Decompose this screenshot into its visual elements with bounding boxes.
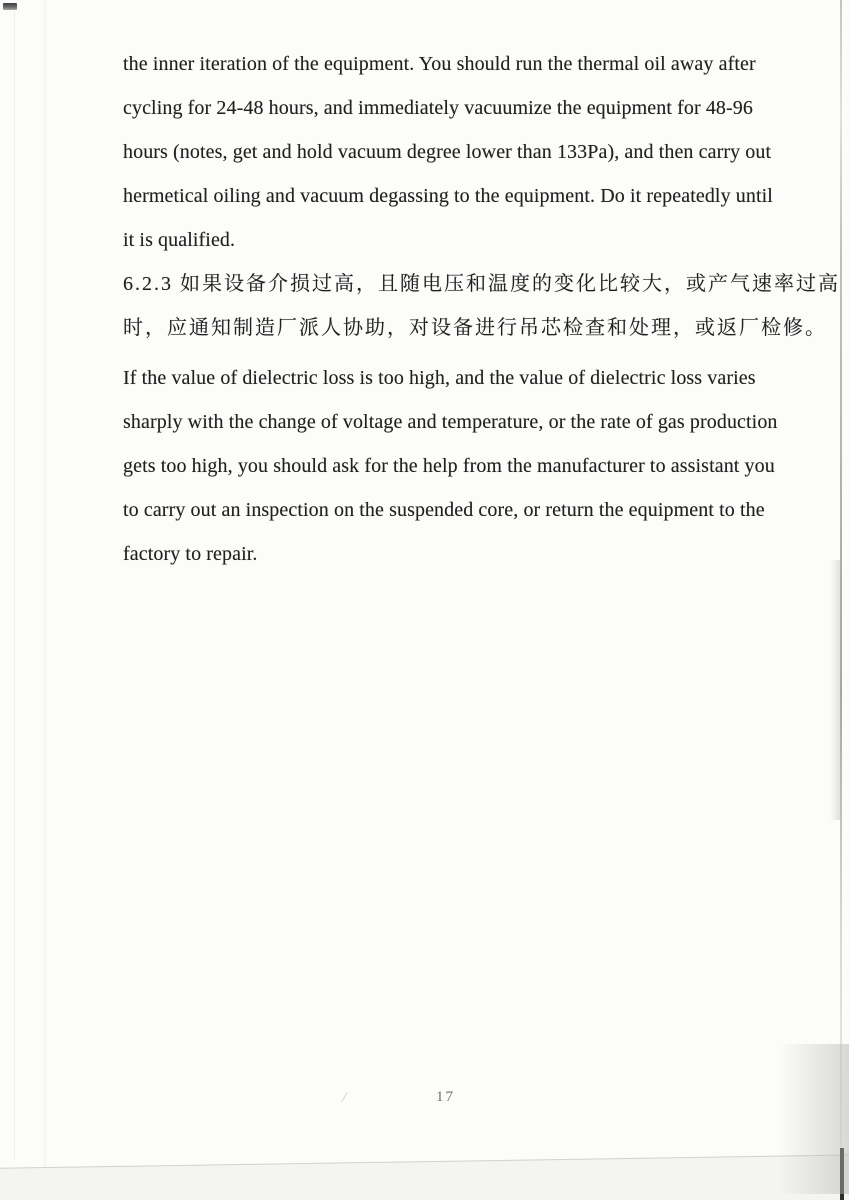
text-line: gets too high, you should ask for the help from the manufacturer to assistant you (123, 455, 775, 477)
scan-left-streak (44, 0, 46, 1180)
scan-right-edge-smudge (830, 560, 840, 820)
document-text-block (123, 42, 840, 576)
text-line-chinese: 6.2.3 如果设备介损过高，且随电压和温度的变化比较大，或产气速率过高 (123, 273, 840, 295)
text-line: it is qualified. (123, 229, 236, 251)
text-line: the inner iteration of the equipment. You should run the thermal oil away after (123, 53, 756, 75)
page-number: 17 (436, 1089, 455, 1105)
scan-bottom-right-shade (779, 1044, 849, 1194)
scan-right-edge-shadow (840, 0, 842, 1160)
text-line: sharply with the change of voltage and temperature, or the rate of gas production (123, 411, 778, 433)
footer-stray-mark: / (340, 1089, 348, 1107)
text-line: cycling for 24-48 hours, and immediately vacuumize the equipment for 48-96 (123, 97, 753, 119)
scan-corner-mark (3, 3, 17, 10)
scan-left-streak (14, 10, 15, 1160)
text-line-chinese: 时，应通知制造厂派人协助，对设备进行吊芯检查和处理，或返厂检修。 (123, 317, 827, 339)
text-line: to carry out an inspection on the suspended core, or return the equipment to the (123, 499, 765, 521)
scan-paper-bottom-edge (0, 1154, 849, 1200)
text-line: hermetical oiling and vacuum degassing to the equipment. Do it repeatedly until (123, 185, 773, 207)
text-line: factory to repair. (123, 543, 258, 565)
text-line: hours (notes, get and hold vacuum degree lower than 133Pa), and then carry out (123, 141, 772, 163)
text-line: If the value of dielectric loss is too high, and the value of dielectric loss varies (123, 367, 756, 389)
